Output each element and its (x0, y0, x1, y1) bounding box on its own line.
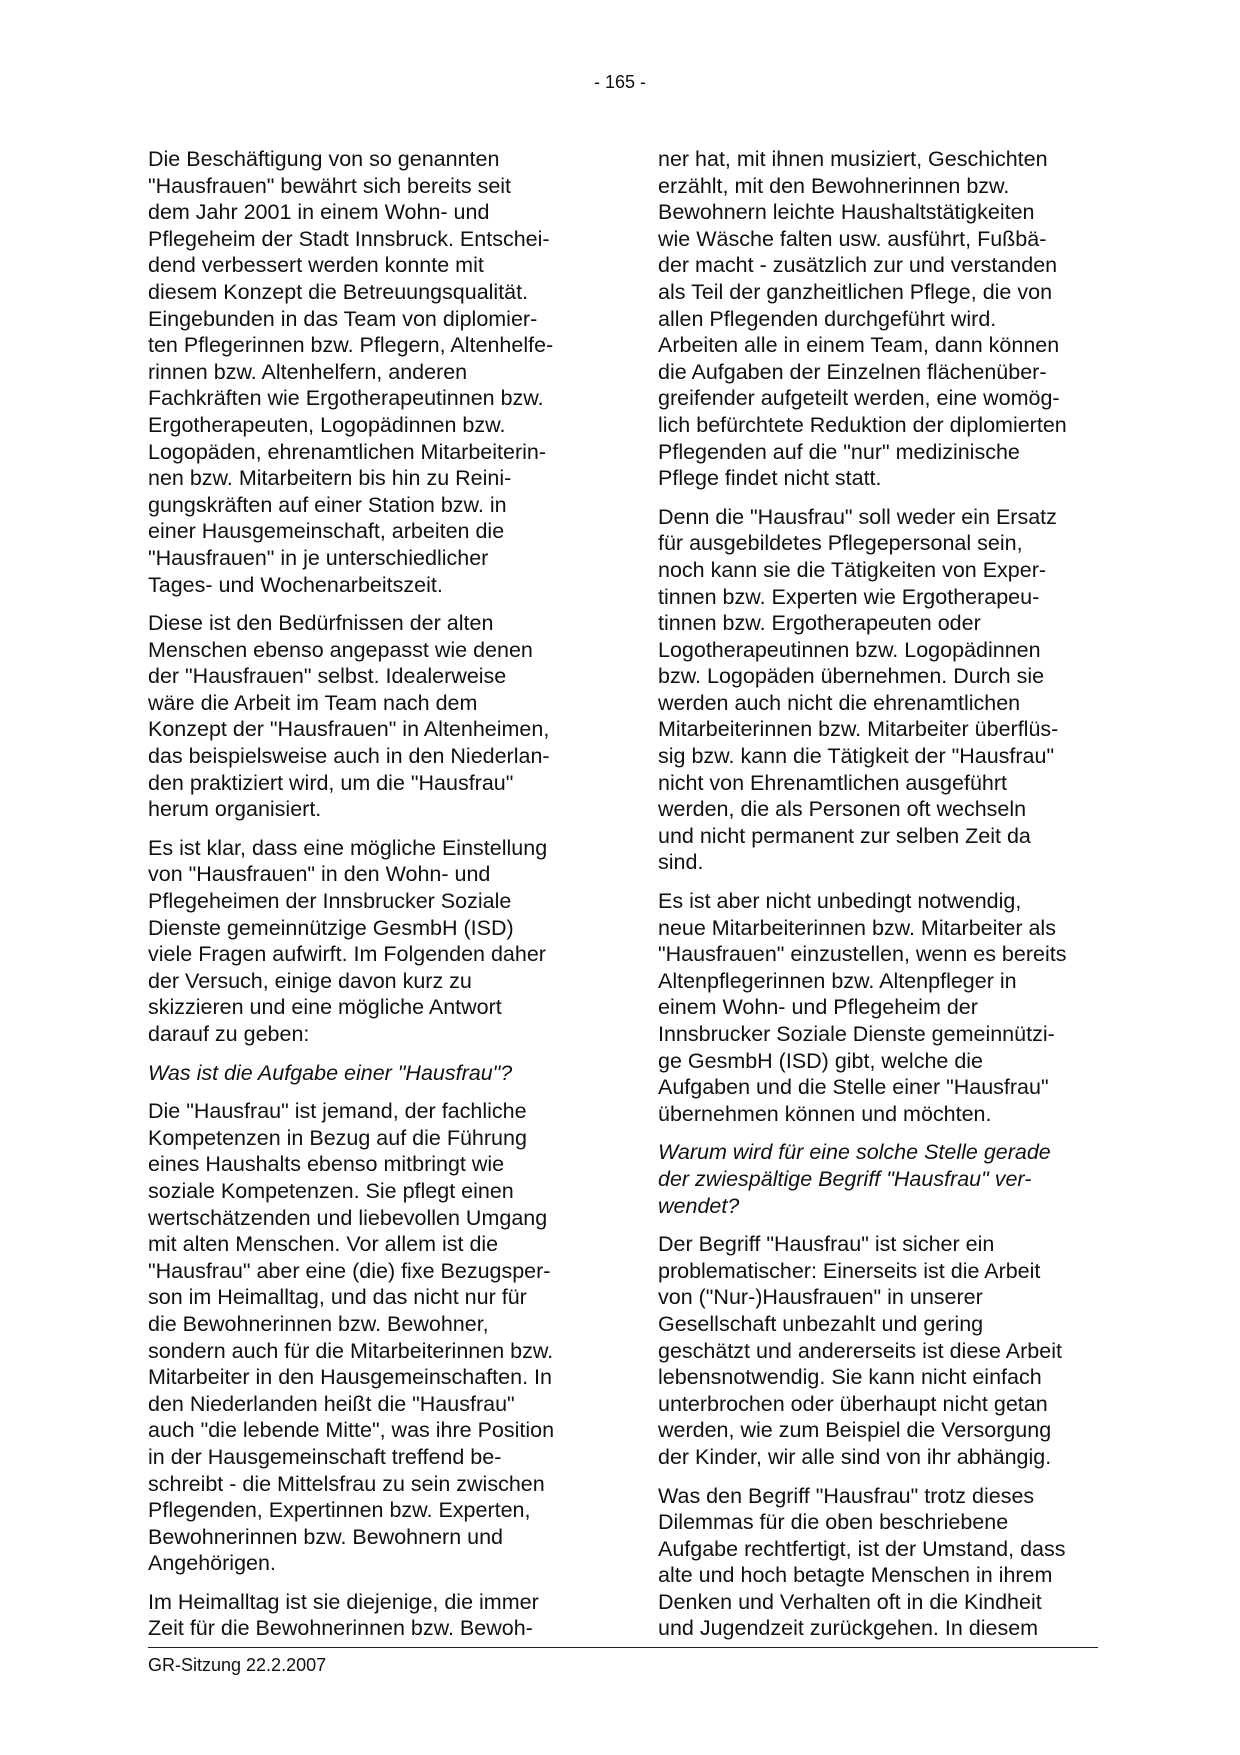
paragraph: Diese ist den Bedürfnissen der alten Menschen ebenso angepasst wie denen der "Hausfrauen" selbst. Idealerweise wäre die Arbeit im Team nach dem Konzept der "Hausfrauen" in Altenheimen, das beispielsweise auch in den Niederlan- den praktiziert wird, um die "Hausfrau" herum organisiert. (148, 611, 550, 822)
page-number: - 165 - (593, 72, 647, 92)
section-heading: Was ist die Aufgabe einer "Hausfrau"? (148, 1060, 513, 1085)
paragraph: Im Heimalltag ist sie diejenige, die immer Zeit für die Bewohnerinnen bzw. Bewoh- (148, 1589, 539, 1641)
paragraph: Die "Hausfrau" ist jemand, der fachliche Kompetenzen in Bezug auf die Führung eines Haushalts ebenso mitbringt wie soziale Kompetenzen. Sie pflegt einen wertschätzenden und liebevollen Umgang mit alten Menschen. Vor allem ist die "Hausfrau" aber eine (die) fixe Bezugsper- son im Heimalltag, und das nicht nur für die Bewohnerinnen bzw. Bewohner, sondern auch für die Mitarbeiterinnen bzw. Mitarbeiter in den Hausgemeinschaften. In den Niederlanden heißt die "Hausfrau" auch "die lebende Mitte", was ihre Position in der Hausgemeinschaft treffend be- schreibt - die Mittelsfrau zu sein zwischen Pflegenden, Expertinnen bzw. Experten, Bewohnerinnen bzw. Bewohnern und Angehörigen. (148, 1099, 555, 1576)
section-heading: Warum wird für eine solche Stelle gerade der zwiespältige Begriff "Hausfrau" ver- wendet? (658, 1140, 1051, 1218)
paragraph: Die Beschäftigung von so genannten "Hausfrauen" bewährt sich bereits seit dem Jahr 2001 in einem Wohn- und Pflegeheim der Stadt Innsbruck. Entschei- dend verbessert werden konnte mit diesem Konzept die Betreuungsqualität. Eingebunden in das Team von diplomier- ten Pflegerinnen bzw. Pflegern, Altenhelfe- rinnen bzw. Altenhelfern, anderen Fachkräften wie Ergotherapeutinnen bzw. Ergotherapeuten, Logopädinnen bzw. Logopäden, ehrenamtlichen Mitarbeiterin- nen bzw. Mitarbeitern bis hin zu Reini- gungskräften auf einer Station bzw. in einer Hausgemeinschaft, arbeiten die "Hausfrauen" in je unterschiedlicher Tages- und Wochenarbeitszeit. (148, 147, 554, 597)
left-column (148, 146, 588, 1654)
paragraph: Der Begriff "Hausfrau" ist sicher ein problematischer: Einerseits ist die Arbeit von ("Nur-)Hausfrauen" in unserer Gesellschaft unbezahlt und gering geschätzt und andererseits ist diese Arbeit lebensnotwendig. Sie kann nicht einfach unterbrochen oder überhaupt nicht getan werden, wie zum Beispiel die Versorgung der Kinder, wir alle sind von ihr abhängig. (658, 1232, 1062, 1469)
paragraph: Es ist aber nicht unbedingt notwendig, neue Mitarbeiterinnen bzw. Mitarbeiter als "Hausfrauen" einzustellen, wenn es bereits Altenpflegerinnen bzw. Altenpfleger in einem Wohn- und Pflegeheim der Innsbrucker Soziale Dienste gemeinnützi- ge GesmbH (ISD) gibt, welche die Aufgaben und die Stelle einer "Hausfrau" übernehmen können und möchten. (658, 889, 1067, 1126)
paragraph: ner hat, mit ihnen musiziert, Geschichten erzählt, mit den Bewohnerinnen bzw. Bewohnern leichte Haushaltstätigkeiten wie Wäsche falten usw. ausführt, Fußbä- der macht - zusätzlich zur und verstanden als Teil der ganzheitlichen Pflege, die von allen Pflegenden durchgeführt wird. Arbeiten alle in einem Team, dann können die Aufgaben der Einzelnen flächenüber- greifender aufgeteilt werden, eine womög- lich befürchtete Reduktion der diplomierten Pflegenden auf die "nur" medizinische Pflege findet nicht statt. (658, 147, 1067, 491)
footer-text: GR-Sitzung 22.2.2007 (148, 1655, 327, 1675)
footer-divider (148, 1647, 1098, 1648)
paragraph: Was den Begriff "Hausfrau" trotz dieses Dilemmas für die oben beschriebene Aufgabe rechtfertigt, ist der Umstand, dass alte und hoch betagte Menschen in ihrem Denken und Verhalten oft in die Kindheit und Jugendzeit zurückgehen. In diesem (658, 1483, 1066, 1641)
paragraph: Denn die "Hausfrau" soll weder ein Ersatz für ausgebildetes Pflegepersonal sein, noch kann sie die Tätigkeiten von Exper- tinnen bzw. Experten wie Ergotherapeu- tinnen bzw. Ergotherapeuten oder Logotherapeutinnen bzw. Logopädinnen bzw. Logopäden übernehmen. Durch sie werden auch nicht die ehrenamtlichen Mitarbeiterinnen bzw. Mitarbeiter überflüs- sig bzw. kann die Tätigkeit der "Hausfrau" nicht von Ehrenamtlichen ausgeführt werden, die als Personen oft wechseln und nicht permanent zur selben Zeit da sind. (658, 504, 1059, 875)
right-column (658, 146, 1098, 1654)
paragraph: Es ist klar, dass eine mögliche Einstellung von "Hausfrauen" in den Wohn- und Pflegeheimen der Innsbrucker Soziale Dienste gemeinnützige GesmbH (ISD) viele Fragen aufwirft. Im Folgenden daher der Versuch, einige davon kurz zu skizzieren und eine mögliche Antwort darauf zu geben: (148, 835, 548, 1046)
